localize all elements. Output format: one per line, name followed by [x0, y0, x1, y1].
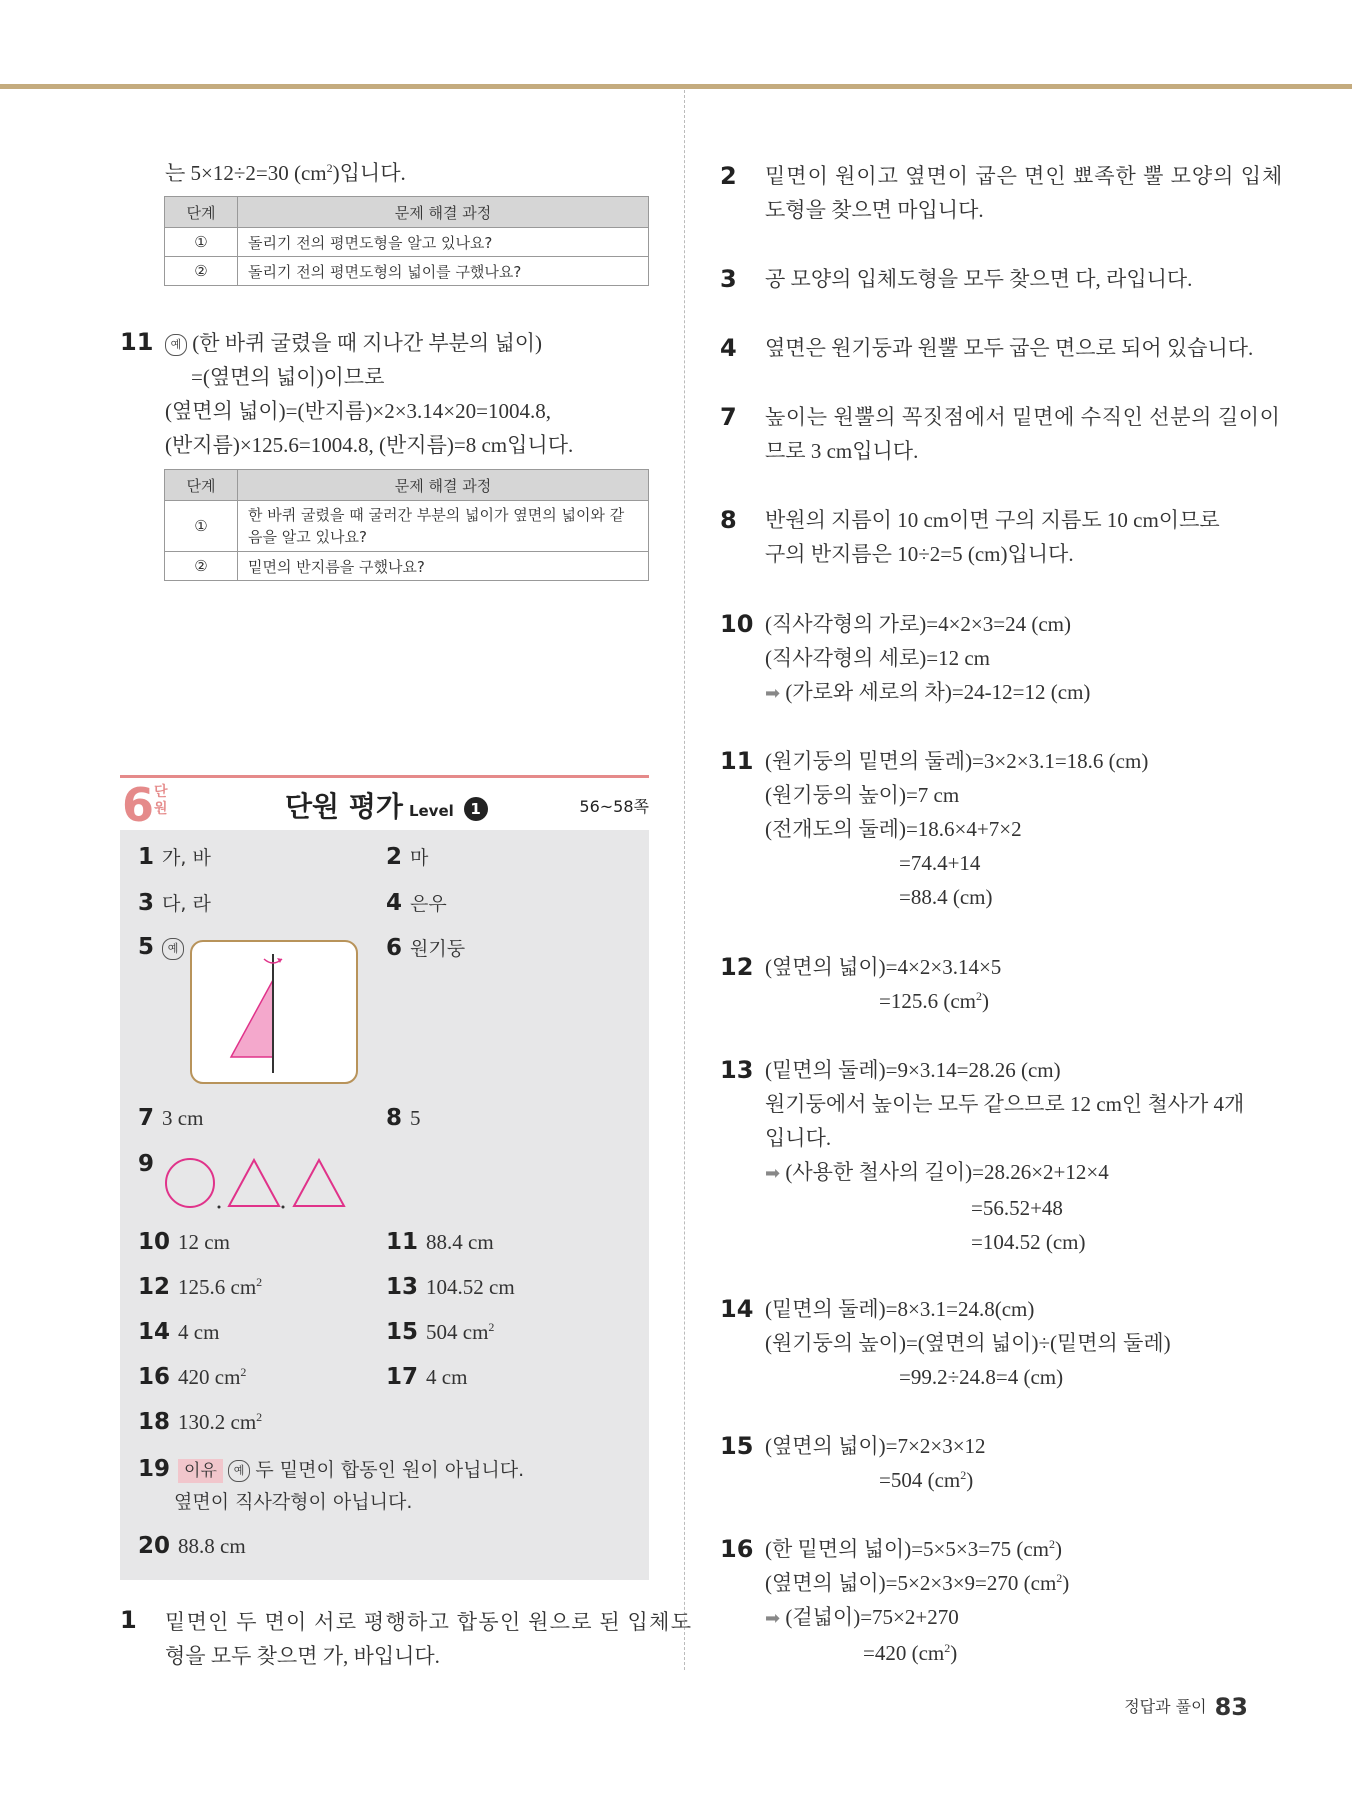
q8-explanation: 반원의 지름이 10 cm이면 구의 지름도 10 cm이므로 구의 반지름은 10÷2=5 (cm)입니다.: [765, 508, 1220, 566]
answer-6: 6 원기둥: [386, 935, 466, 961]
question-number: 12: [720, 953, 754, 981]
rubric-text: 밑면의 반지름을 구했나요?: [238, 552, 649, 581]
question-number: 2: [720, 162, 737, 190]
reason-badge: 이유: [178, 1459, 223, 1483]
column-divider: [684, 90, 685, 1670]
question-number: 1: [120, 1606, 137, 1634]
answer-5: 5 예: [138, 934, 184, 960]
q10-explanation: (직사각형의 가로)=4×2×3=24 (cm) (직사각형의 세로)=12 cm ➡ (가로와 세로의 차)=24-12=12 (cm): [765, 612, 1091, 704]
triangle-shape: [229, 1160, 279, 1206]
top-accent-bar: [0, 84, 1352, 89]
answer-7: 7 3 cm: [138, 1105, 204, 1131]
rubric-header-step: 단계: [165, 470, 238, 501]
unit-label: 단원: [154, 784, 168, 817]
q2-explanation: 밑면이 원이고 옆면이 굽은 면인 뾰족한 뿔 모양의 입체 도형을 찾으면 마입니다.: [765, 164, 1284, 222]
q13-explanation: (밑면의 둘레)=9×3.14=28.26 (cm) 원기둥에서 높이는 모두 같으므로 12 cm인 철사가 4개 입니다. ➡ (사용한 철사의 길이)=28.26×2+12×4 =56.52+48 =104.52 (cm): [765, 1058, 1245, 1254]
unit-number: 6: [122, 778, 155, 832]
question-number: 11: [720, 747, 754, 775]
q3-explanation: 공 모양의 입체도형을 모두 찾으면 다, 라입니다.: [765, 267, 1193, 291]
answer-19-line2: 옆면이 직사각형이 아닙니다.: [174, 1491, 413, 1513]
top-continuation-line: 는 5×12÷2=30 $(cm^2)$입니다.: [165, 161, 406, 185]
q12-explanation: (옆면의 넓이)=4×2×3.14×5 =125.6 $(cm^2)$: [765, 955, 1002, 1013]
q14-explanation: (밑면의 둘레)=8×3.1=24.8(cm) (원기둥의 높이)=(옆면의 넓이)÷(밑면의 둘레) =99.2÷24.8=4 (cm): [765, 1297, 1171, 1389]
answer-13: 13 104.52 cm: [386, 1274, 515, 1300]
q15-explanation: (옆면의 넓이)=7×2×3×12 =504 $(cm^2)$: [765, 1434, 986, 1492]
arrow-right-icon: ➡: [765, 1163, 781, 1184]
rotation-figure: [190, 940, 358, 1084]
unit-evaluation-header: [120, 775, 649, 830]
answer-20: 20 88.8 cm: [138, 1533, 246, 1559]
question-number: 4: [720, 334, 737, 362]
answer-12: 12 125.6 $cm^2$: [138, 1274, 263, 1300]
answer-14: 14 4 cm: [138, 1319, 220, 1345]
footer-label: 정답과 풀이: [1124, 1697, 1207, 1716]
rubric-table-2: [164, 469, 649, 581]
answer-18: 18 130.2 $cm^2$: [138, 1409, 263, 1435]
answer-8: 8 5: [386, 1105, 421, 1131]
question-number: 10: [720, 610, 754, 638]
circle-shape: [166, 1159, 214, 1207]
answer-16: 16 420 $cm^2$: [138, 1364, 247, 1390]
example-icon: 예: [228, 1460, 250, 1482]
answer-17: 17 4 cm: [386, 1364, 468, 1390]
rubric-header-process: 문제 해결 과정: [238, 197, 649, 228]
answer-2: 2 마: [386, 844, 429, 870]
q11-explanation: 예 (한 바퀴 굴렸을 때 지나간 부분의 넓이) =(옆면의 넓이)이므로 (옆면의 넓이)=(반지름)×2×3.14×20=1004.8, (반지름)×125.6=1004.8, (반지름)=8 cm입니다.: [165, 331, 574, 457]
page-footer: [1124, 1693, 1248, 1721]
rubric-text: 돌리기 전의 평면도형을 알고 있나요?: [238, 228, 649, 257]
answer-19: 19 이유 예 두 밑면이 합동인 원이 아닙니다.: [138, 1456, 525, 1482]
answer-11: 11 88.4 cm: [386, 1229, 494, 1255]
answer-9-shapes: [163, 1152, 349, 1210]
rubric-step: ①: [165, 501, 238, 552]
unit-evaluation-title: 단원 평가 Level 1: [285, 785, 488, 825]
question-number: 8: [720, 506, 737, 534]
question-number: 15: [720, 1432, 754, 1460]
question-number: 13: [720, 1056, 754, 1084]
arrow-right-icon: ➡: [765, 1608, 781, 1629]
rubric-header-process: 문제 해결 과정: [238, 470, 649, 501]
answer-4: 4 은우: [386, 890, 447, 916]
q7-explanation: 높이는 원뿔의 꼭짓점에서 밑면에 수직인 선분의 길이이 므로 3 cm입니다.: [765, 405, 1281, 463]
rubric-text: 돌리기 전의 평면도형의 넓이를 구했나요?: [238, 257, 649, 286]
page-number: 83: [1214, 1693, 1248, 1721]
question-number: 3: [720, 265, 737, 293]
question-number: 7: [720, 403, 737, 431]
q11-right-explanation: (원기둥의 밑면의 둘레)=3×2×3.1=18.6 (cm) (원기둥의 높이)=7 cm (전개도의 둘레)=18.6×4+7×2 =74.4+14 =88.4 (cm): [765, 749, 1149, 909]
arrow-right-icon: ➡: [765, 683, 781, 704]
rubric-step: ②: [165, 552, 238, 581]
q4-explanation: 옆면은 원기둥과 원뿔 모두 굽은 면으로 되어 있습니다.: [765, 336, 1254, 360]
answer-3: 3 다, 라: [138, 890, 211, 916]
rubric-header-step: 단계: [165, 197, 238, 228]
question-number: 11: [120, 328, 154, 356]
q1-explanation: 밑면인 두 면이 서로 평행하고 합동인 원으로 된 입체도 형을 모두 찾으면 가, 바입니다.: [165, 1610, 693, 1668]
level-badge: 1: [464, 797, 488, 821]
q16-explanation: (한 밑면의 넓이)=5×5×3=75 $(cm^2)$ (옆면의 넓이)=5×2×3×9=270 $(cm^2)$ ➡ (겉넓이)=75×2+270 =420 $(cm^2)$: [765, 1537, 1070, 1665]
page-range: 56~58쪽: [579, 797, 649, 816]
answer-10: 10 12 cm: [138, 1229, 230, 1255]
question-number: 16: [720, 1535, 754, 1563]
answer-15: 15 504 $cm^2$: [386, 1319, 495, 1345]
rubric-text: 한 바퀴 굴렸을 때 굴러간 부분의 넓이가 옆면의 넓이와 같음을 알고 있나요?: [238, 501, 649, 552]
example-icon: 예: [162, 938, 184, 960]
rubric-table-1: [164, 196, 649, 286]
answer-1: 1 가, 바: [138, 844, 211, 870]
question-number: 14: [720, 1295, 754, 1323]
rubric-step: ②: [165, 257, 238, 286]
example-icon: 예: [165, 334, 187, 356]
triangle-shape: [294, 1160, 344, 1206]
rubric-step: ①: [165, 228, 238, 257]
answer-9: 9: [138, 1151, 155, 1177]
